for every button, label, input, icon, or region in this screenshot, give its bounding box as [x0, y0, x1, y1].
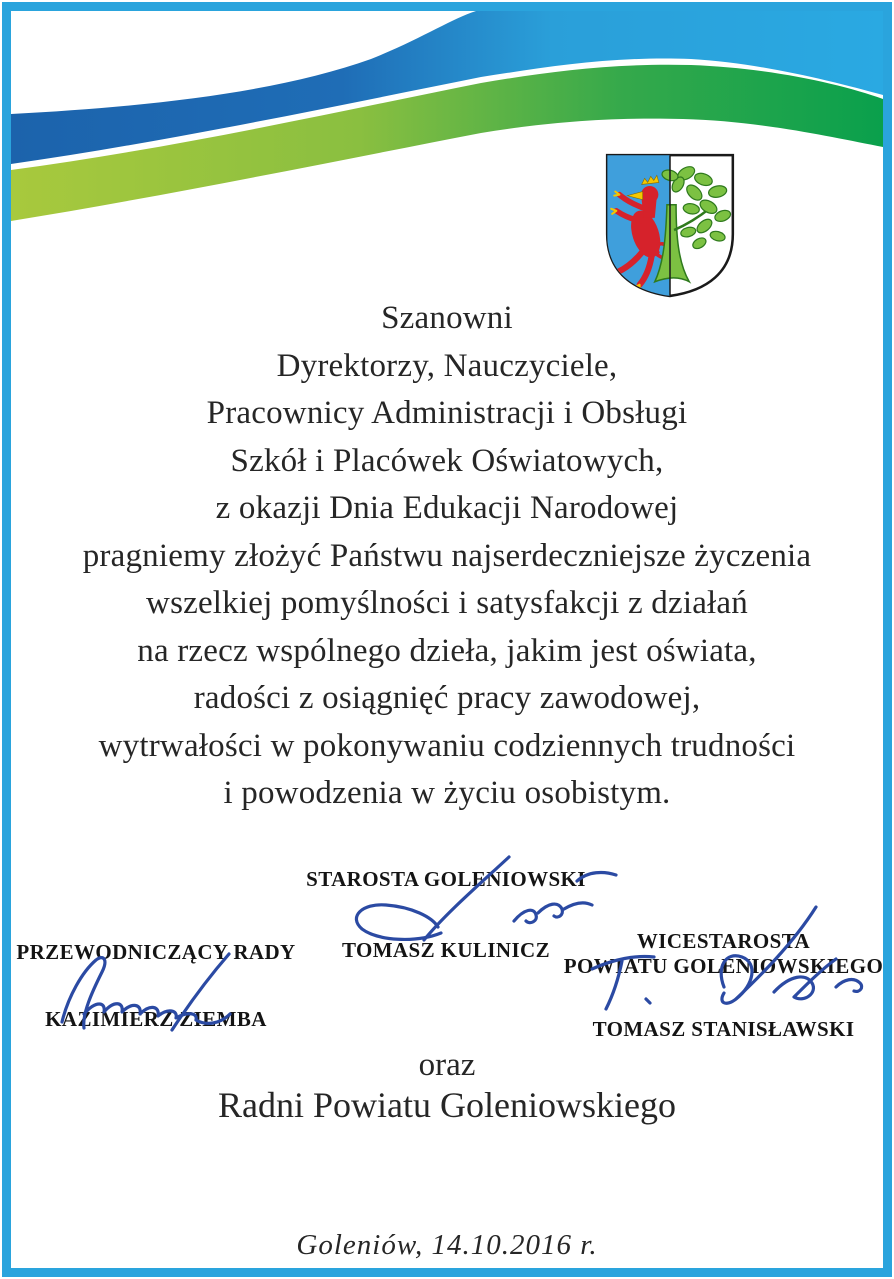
signature-block-wicestarosta [556, 929, 891, 1042]
greeting-line: i powodzenia w życiu osobistym. [223, 775, 671, 811]
coat-of-arms-powiat-goleniowski [597, 149, 743, 301]
header-wave-graphic [11, 11, 883, 241]
greeting-line: z okazji Dnia Edukacji Narodowej [215, 490, 679, 526]
greeting-line: radości z osiągnięć pracy zawodowej, [193, 680, 701, 716]
greeting-line: wytrwałości w pokonywaniu codziennych trudności [98, 727, 796, 764]
signature-title-line1: WICESTAROSTA [636, 929, 811, 953]
signature-title: PRZEWODNICZĄCY RADY [16, 940, 296, 964]
closing-oraz: oraz [418, 1047, 476, 1083]
signature-title: STAROSTA GOLENIOWSKI [306, 867, 586, 891]
signature-block-przewodniczacy [16, 940, 296, 1032]
greeting-line: Dyrektorzy, Nauczyciele, [276, 347, 618, 384]
greeting-line: Szanowni [381, 300, 513, 336]
greeting-line: Pracownicy Administracji i Obsługi [206, 395, 688, 431]
greeting-line: pragniemy złożyć Państwu najserdeczniejsze życzenia [82, 537, 812, 574]
greeting-text-block [11, 295, 883, 818]
greeting-line: wszelkiej pomyślności i satysfakcji z działań [146, 585, 748, 621]
signature-name: TOMASZ STANISŁAWSKI [592, 1017, 855, 1041]
greeting-line: Szkół i Placówek Oświatowych, [230, 442, 664, 479]
signature-name: KAZIMIERZ ZIEMBA [45, 1007, 267, 1031]
signature-name: TOMASZ KULINICZ [341, 938, 551, 962]
signature-title-line2: POWIATU GOLENIOWSKIEGO [563, 954, 884, 978]
page-border-frame [2, 2, 892, 1277]
closing-radni: Radni Powiatu Goleniowskiego [218, 1085, 676, 1125]
greeting-line: na rzecz wspólnego dzieła, jakim jest oświata, [137, 632, 757, 669]
place-and-date: Goleniów, 14.10.2016 r. [296, 1229, 598, 1261]
